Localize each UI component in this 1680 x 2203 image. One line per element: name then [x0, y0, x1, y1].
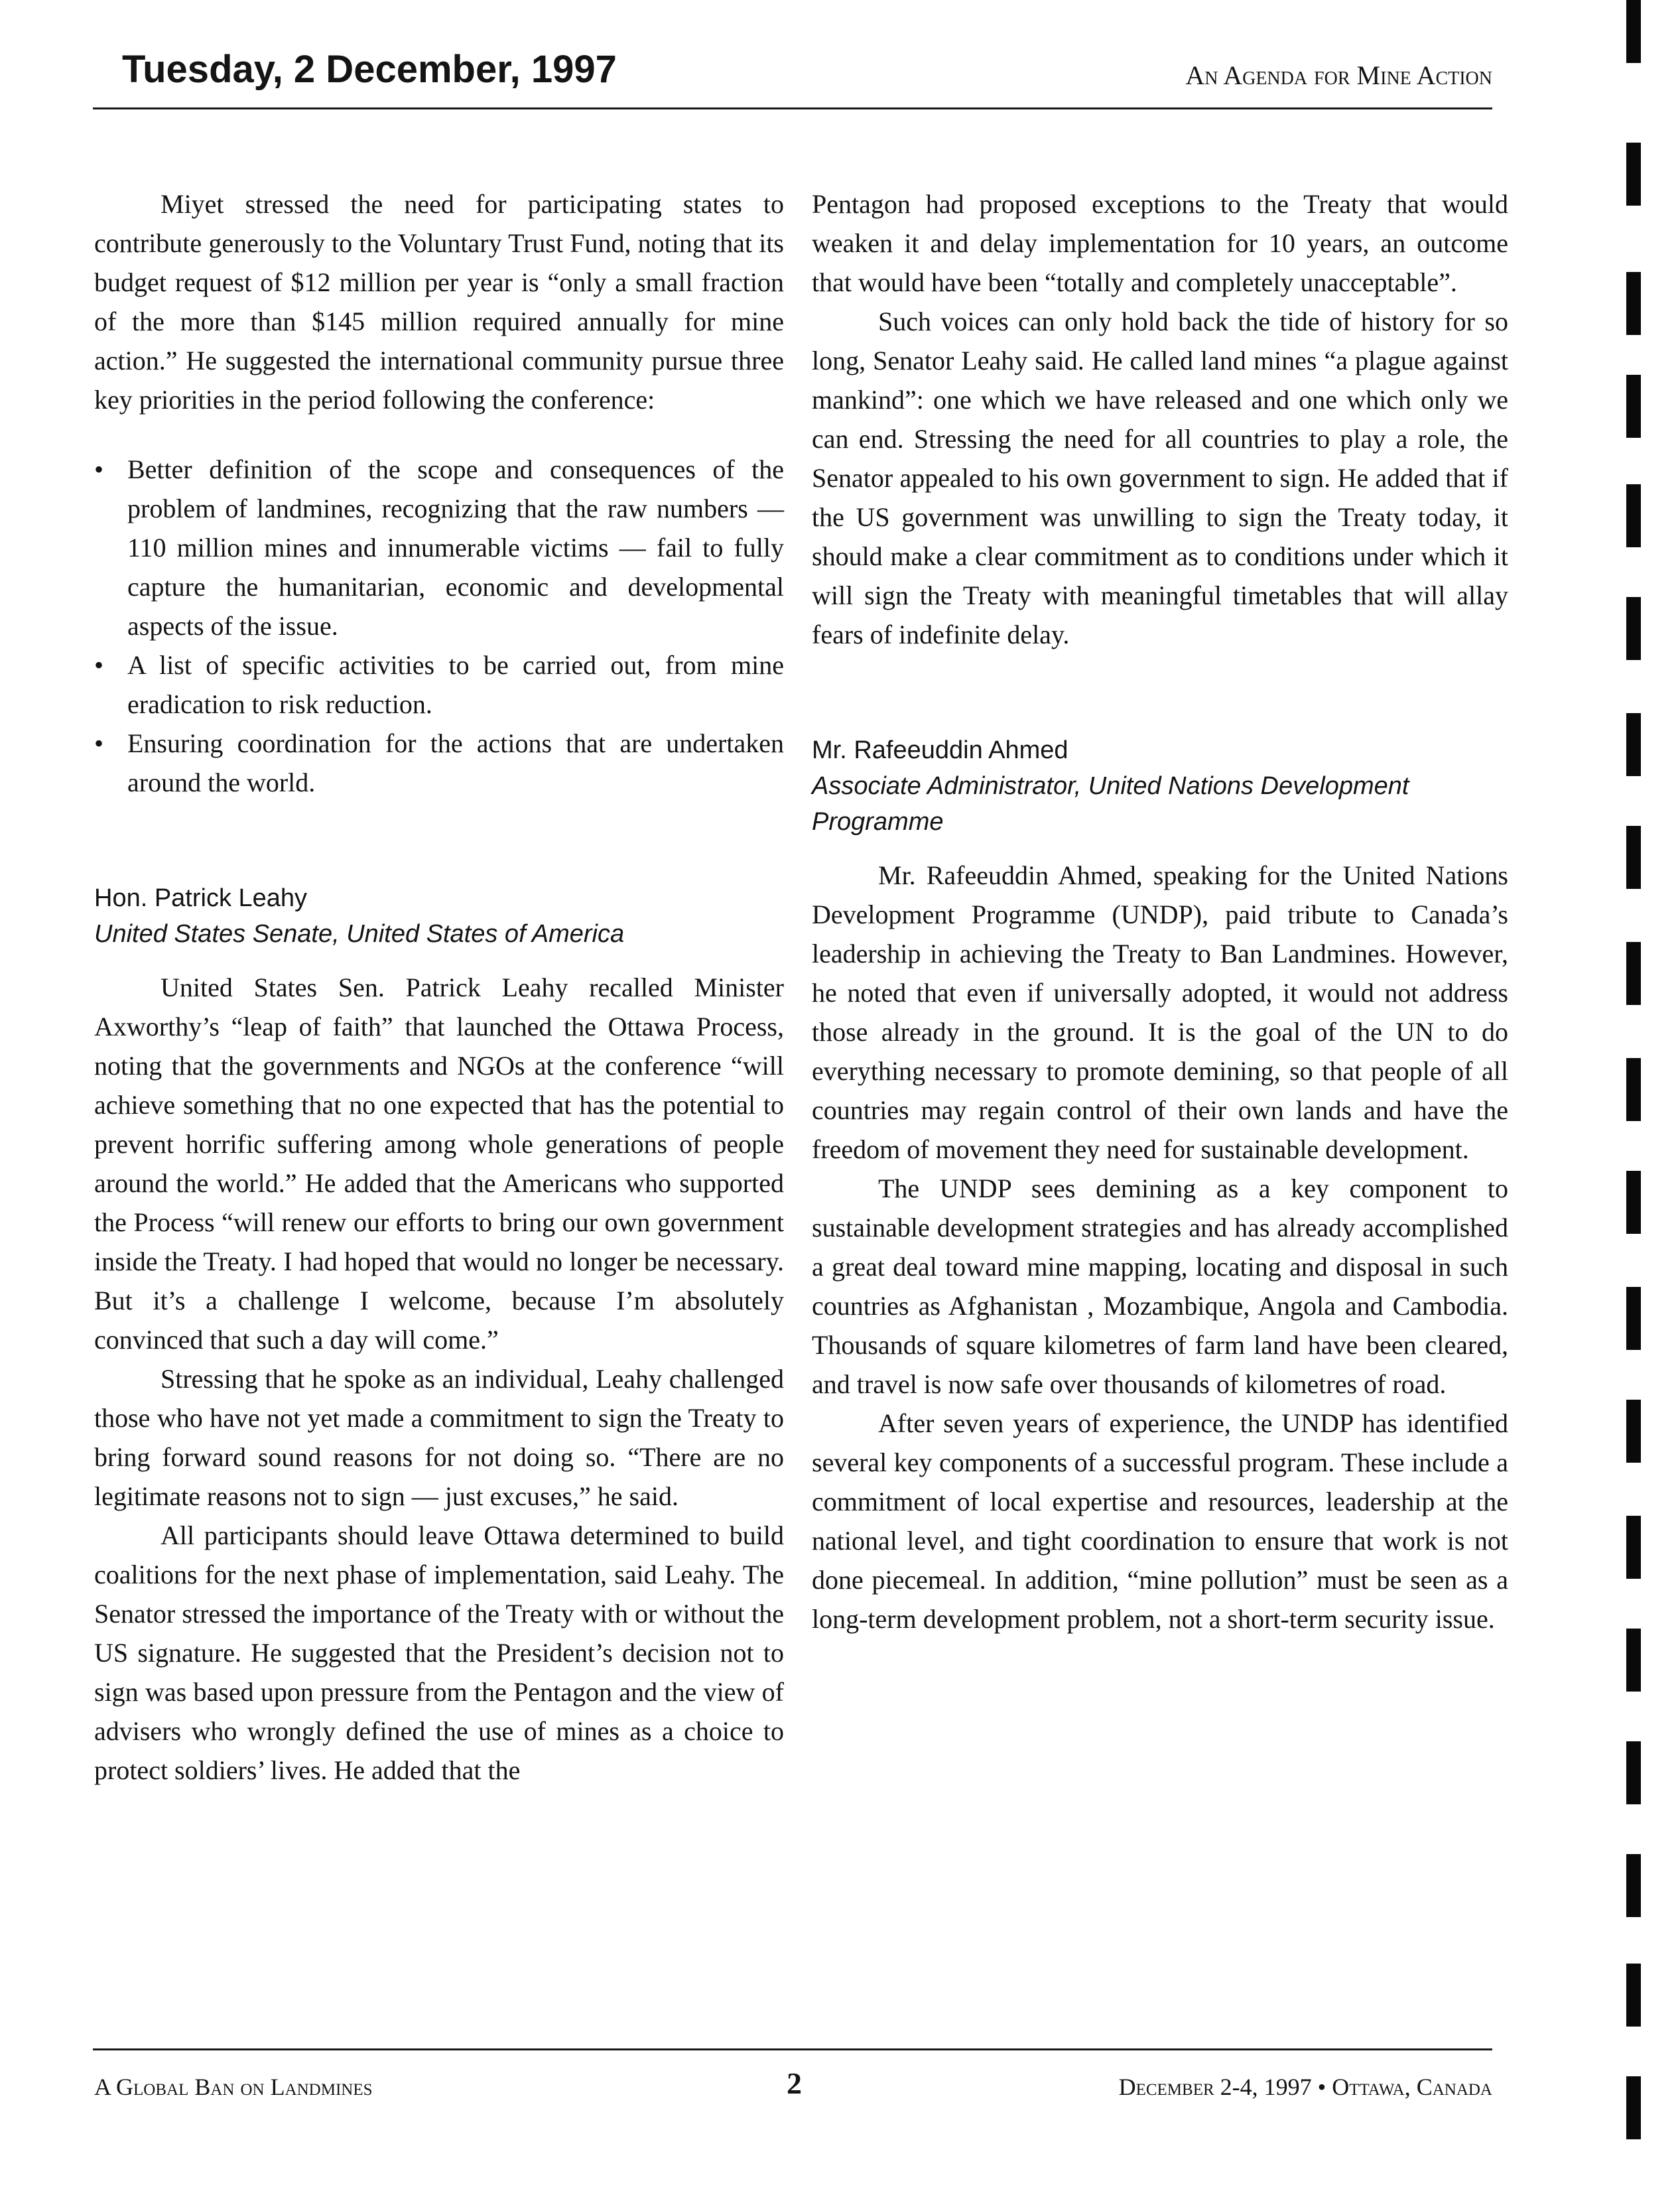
- body-paragraph: After seven years of experience, the UNDP has identified several key components of a successful program. These include a commitment of local expertise and resources, leadership at the national level, and tight coordination to ensure that work is not done piecemeal. In addition, “mine pollution” must be seen as a long-term development problem, not a short-term security issue.: [812, 1408, 1508, 1634]
- speaker-heading-ahmed: [812, 732, 1508, 840]
- footer-left-text: A Global Ban on Landmines: [94, 2074, 373, 2100]
- binding-mark: [1626, 1287, 1641, 1350]
- speaker-heading-leahy: [94, 880, 784, 952]
- binding-mark: [1626, 0, 1641, 63]
- binding-mark: [1626, 484, 1641, 547]
- list-item: • Ensuring coordination for the actions that are undertaken around the world.: [94, 724, 784, 802]
- speaker-title: United States Senate, United States of America: [94, 920, 625, 948]
- binding-mark: [1626, 272, 1641, 335]
- binding-mark: [1626, 713, 1641, 776]
- publication-title: An Agenda for Mine Action: [1185, 60, 1492, 90]
- body-paragraph: Mr. Rafeeuddin Ahmed, speaking for the United Nations Development Programme (UNDP), paid tribute to Canada’s leadership in achieving the Treaty to Ban Landmines. However, he noted that even if universally adopted, it would not address those already in the ground. It is the goal of the UN to do everything necessary to promote demining, so that people of all countries may regain control of their own lands and have the freedom of movement they need for sustainable development.: [812, 860, 1508, 1164]
- speaker-name: Mr. Rafeeuddin Ahmed: [812, 736, 1068, 764]
- binding-mark: [1626, 375, 1641, 438]
- speaker-name: Hon. Patrick Leahy: [94, 884, 308, 912]
- list-item: • A list of specific activities to be carried out, from mine eradication to risk reduction.: [94, 645, 784, 724]
- list-item: • Better definition of the scope and consequences of the problem of landmines, recognizing that the raw numbers — 110 million mines and innumerable victims — fail to fully capture the humanitarian, economic and developmental aspects of the issue.: [94, 450, 784, 645]
- continued-paragraph: Pentagon had proposed exceptions to the Treaty that would weaken it and delay implementation for 10 years, an outcome that would have been “totally and completely unacceptable”.: [812, 189, 1508, 297]
- footer-right-text: December 2-4, 1997 • Ottawa, Canada: [1118, 2074, 1492, 2100]
- binding-mark: [1626, 1964, 1641, 2027]
- binding-mark: [1626, 1516, 1641, 1579]
- priorities-list: [94, 450, 784, 802]
- header-rule: [93, 107, 1492, 109]
- binding-mark: [1626, 1400, 1641, 1463]
- binding-mark: [1626, 1629, 1641, 1692]
- binding-mark: [1626, 1058, 1641, 1121]
- binding-mark: [1626, 1854, 1641, 1917]
- binding-mark: [1626, 942, 1641, 1005]
- binding-mark: [1626, 826, 1641, 889]
- footer-rule: [93, 2048, 1492, 2050]
- left-column: [94, 184, 784, 1790]
- body-paragraph: All participants should leave Ottawa determined to build coalitions for the next phase of implementation, said Leahy. The Senator stressed the importance of the Treaty with or without the US signature. He suggested that the President’s decision not to sign was based upon pressure from the Pentagon and the view of advisers who wrongly defined the use of mines as a choice to protect soldiers’ lives. He added that the: [94, 1520, 784, 1785]
- binding-mark: [1626, 2076, 1641, 2139]
- body-paragraph: Such voices can only hold back the tide of history for so long, Senator Leahy said. He called land mines “a plague against mankind”: one which we have released and one which only we can end. Stressing the need for all countries to play a role, the Senator appealed to his own government to sign. He added that if the US government was unwilling to sign the Treaty today, it should make a clear commitment as to conditions under which it will sign the Treaty with meaningful timetables that will allay fears of indefinite delay.: [812, 306, 1508, 649]
- page-date-heading: Tuesday, 2 December, 1997: [122, 48, 617, 91]
- binding-mark: [1626, 143, 1641, 206]
- body-paragraph: Stressing that he spoke as an individual, Leahy challenged those who have not yet made a commitment to sign the Treaty to bring forward sound reasons for not doing so. “There are no legitimate reasons not to sign — just excuses,” he said.: [94, 1364, 784, 1511]
- binding-hole-marks: [1626, 0, 1646, 2203]
- right-column: [812, 184, 1508, 1638]
- body-paragraph: The UNDP sees demining as a key component to sustainable development strategies and has already accomplished a great deal toward mine mapping, locating and disposal in such countries as Afghanistan , Mozambique, Angola and Cambodia. Thousands of square kilometres of farm land have been cleared, and travel is now safe over thousands of kilometres of road.: [812, 1173, 1508, 1399]
- intro-paragraph: Miyet stressed the need for participating states to contribute generously to the Voluntary Trust Fund, noting that its budget request of $12 million per year is “only a small fraction of the more than $145 million required annually for mine action.” He suggested the international community pursue three key priorities in the period following the conference:: [94, 189, 784, 415]
- speaker-title: Associate Administrator, United Nations Development Programme: [812, 772, 1409, 836]
- binding-mark: [1626, 1171, 1641, 1234]
- page-number: 2: [787, 2066, 802, 2100]
- body-paragraph: United States Sen. Patrick Leahy recalled Minister Axworthy’s “leap of faith” that launched the Ottawa Process, noting that the governments and NGOs at the conference “will achieve something that no one expected that has the potential to prevent horrific suffering among whole generations of people around the world.” He added that the Americans who supported the Process “will renew our efforts to bring our own government inside the Treaty. I had hoped that would no longer be necessary. But it’s a challenge I welcome, because I’m absolutely convinced that such a day will come.”: [94, 972, 784, 1355]
- binding-mark: [1626, 597, 1641, 660]
- binding-mark: [1626, 1741, 1641, 1804]
